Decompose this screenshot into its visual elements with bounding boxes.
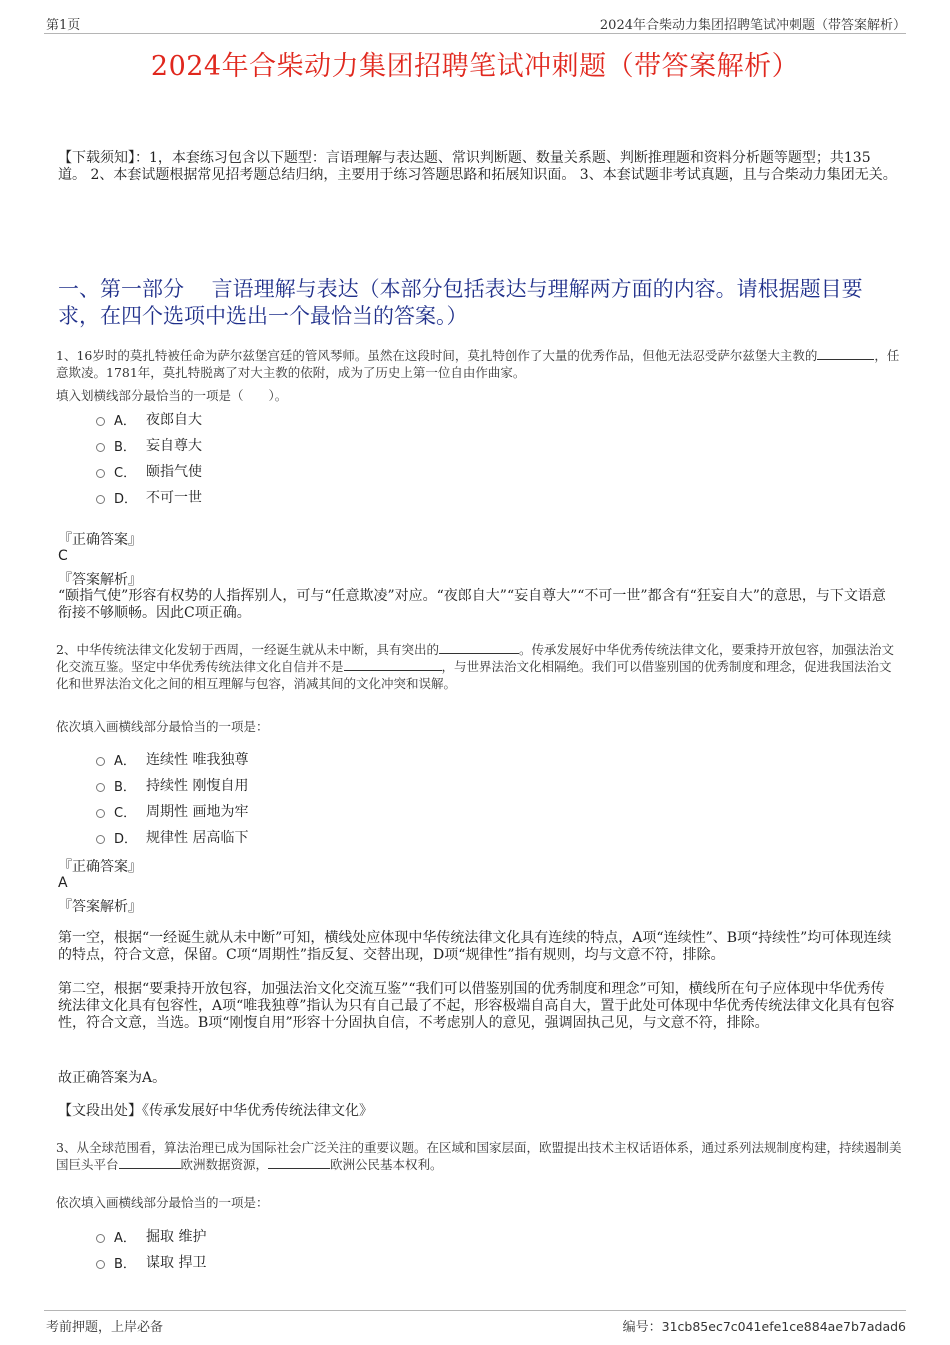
q2-stem-part2: 。传承发展好中华优秀传统法律文化，要秉持开放包容，加强法治文化交流互鉴。坚定中华优秀传统法律文化自信并不是 — [56, 642, 894, 674]
option-label: C． — [114, 465, 137, 481]
q1-option-a[interactable] — [96, 409, 202, 429]
q1-analysis-heading: 『答案解析』 — [58, 572, 142, 588]
radio-icon[interactable] — [96, 809, 105, 818]
option-text: 连续性 唯我独尊 — [146, 752, 249, 768]
option-label: B． — [114, 1256, 136, 1272]
q3-blank-1 — [119, 1156, 181, 1169]
option-text: 夜郎自大 — [146, 412, 202, 428]
page-title: 2024年合柴动力集团招聘笔试冲刺题（带答案解析） — [150, 51, 800, 82]
page-number: 第1页 — [46, 18, 81, 33]
q3-prompt: 依次填入画横线部分最恰当的一项是： — [56, 1195, 269, 1210]
q2-source: 【文段出处】《传承发展好中华优秀传统法律文化》 — [58, 1103, 373, 1119]
q2-answer-heading: 『正确答案』 — [58, 859, 142, 875]
q3-stem-part2: 欧洲数据资源， — [180, 1157, 269, 1172]
q2-option-d[interactable] — [96, 827, 248, 847]
radio-icon[interactable] — [96, 469, 105, 478]
q2-prompt: 依次填入画横线部分最恰当的一项是： — [56, 719, 269, 734]
option-label: C． — [114, 805, 137, 821]
option-text: 妄自尊大 — [146, 438, 202, 454]
q2-analysis-2: 第二空，根据“要秉持开放包容，加强法治文化交流互鉴”“我们可以借鉴别国的优秀制度和理念”可知，横线所在句子应体现中华优秀传统法律文化具有包容性，A项“唯我独尊”指认为只有自己最了不起，形容极端自高自大，置于此处可体现中华优秀传统法律文化具有包容性，符合文意，当选。B项“刚愎自用”形容十分固执自信，不考虑别人的意见，强调固执己见，与文意不符，排除。 — [58, 981, 895, 1031]
option-label: A． — [114, 1230, 136, 1246]
radio-icon[interactable] — [96, 835, 105, 844]
option-text: 规律性 居高临下 — [146, 830, 249, 846]
q1-prompt: 填入划横线部分最恰当的一项是（ ）。 — [56, 388, 288, 403]
q3-stem — [56, 1139, 904, 1173]
q1-analysis: “颐指气使”形容有权势的人指挥别人，可与“任意欺凌”对应。“夜郎自大”“妄自尊大”“不可一世”都含有“狂妄自大”的意思，与下文语意衔接不够顺畅。因此C项正确。 — [58, 588, 886, 621]
option-label: A． — [114, 413, 136, 429]
footer-code-value: 31cb85ec7c041efe1ce884ae7b7adad6 — [661, 1319, 906, 1334]
q1-stem-part2: ，任意欺凌。1781年，莫扎特脱离了对大主教的依附，成为了历史上第一位自由作曲家。 — [56, 348, 900, 380]
option-label: B． — [114, 439, 136, 455]
q3-blank-2 — [268, 1156, 330, 1169]
q2-analysis-3: 故正确答案为A。 — [58, 1070, 167, 1086]
option-label: D． — [114, 491, 138, 507]
q1-option-d[interactable] — [96, 487, 202, 507]
q2-blank-1 — [439, 641, 519, 654]
q1-answer-heading: 『正确答案』 — [58, 532, 142, 548]
radio-icon[interactable] — [96, 1260, 105, 1269]
radio-icon[interactable] — [96, 495, 105, 504]
q1-blank — [817, 347, 874, 360]
q2-answer: A — [58, 875, 68, 891]
q2-blank-2 — [344, 658, 442, 671]
q3-stem-part1: 3、从全球范围看，算法治理已成为国际社会广泛关注的重要议题。在区域和国家层面，欧盟提出技术主权话语体系，通过系列法规制度构建，持续遏制美国巨头平台 — [56, 1140, 902, 1172]
option-label: D． — [114, 831, 138, 847]
footer-code — [623, 1316, 906, 1335]
header-divider — [44, 33, 906, 34]
q1-answer: C — [58, 548, 68, 564]
radio-icon[interactable] — [96, 783, 105, 792]
option-label: B． — [114, 779, 136, 795]
q1-option-c[interactable] — [96, 461, 202, 481]
q2-analysis-heading: 『答案解析』 — [58, 899, 142, 915]
q3-option-a[interactable] — [96, 1226, 206, 1246]
q2-option-a[interactable] — [96, 749, 248, 769]
q1-stem-part1: 1、16岁时的莫扎特被任命为萨尔兹堡宫廷的管风琴师。虽然在这段时间，莫扎特创作了大量的优秀作品，但他无法忍受萨尔兹堡大主教的 — [56, 348, 818, 363]
section-heading: 一、第一部分 言语理解与表达（本部分包括表达与理解两方面的内容。请根据题目要求，在四个选项中选出一个最恰当的答案。） — [58, 277, 863, 328]
radio-icon[interactable] — [96, 443, 105, 452]
footer-slogan: 考前押题，上岸必备 — [46, 1320, 164, 1335]
q2-analysis-1: 第一空，根据“一经诞生就从未中断”可知，横线处应体现中华传统法律文化具有连续的特点，A项“连续性”、B项“持续性”均可体现连续的特点，符合文意，保留。C项“周期性”指反复、交替出现，D项“规律性”指有规则，均与文意不符，排除。 — [58, 930, 892, 963]
footer-code-label: 编号： — [622, 1320, 662, 1335]
option-text: 颐指气使 — [146, 464, 202, 480]
download-notice: 【下载须知】：1，本套练习包含以下题型：言语理解与表达题、常识判断题、数量关系题、判断推理题和资料分析题等题型；共135道。 2、本套试题根据常见招考题总结归纳，主要用于练习答题思路和拓展知识面。 3、本套试题非考试真题，且与合柴动力集团无关。 — [58, 150, 897, 183]
q2-stem-part1: 2、中华传统法律文化发轫于西周，一经诞生就从未中断，具有突出的 — [56, 642, 439, 657]
q2-stem-part3: ，与世界法治文化相隔绝。我们可以借鉴别国的优秀制度和理念，促进我国法治文化和世界法治文化之间的相互理解与包容，消减其间的文化冲突和误解。 — [56, 659, 892, 691]
q2-option-c[interactable] — [96, 801, 248, 821]
q1-option-b[interactable] — [96, 435, 202, 455]
q2-option-b[interactable] — [96, 775, 248, 795]
q1-stem — [56, 347, 904, 381]
q3-stem-part3: 欧洲公民基本权利。 — [330, 1157, 443, 1172]
option-text: 周期性 画地为牢 — [146, 804, 249, 820]
q2-stem — [56, 641, 904, 692]
option-label: A． — [114, 753, 136, 769]
q3-option-b[interactable] — [96, 1252, 206, 1272]
radio-icon[interactable] — [96, 1234, 105, 1243]
radio-icon[interactable] — [96, 417, 105, 426]
option-text: 不可一世 — [146, 490, 202, 506]
option-text: 谋取 捍卫 — [146, 1255, 207, 1271]
radio-icon[interactable] — [96, 757, 105, 766]
option-text: 持续性 刚愎自用 — [146, 778, 249, 794]
header-doc-title: 2024年合柴动力集团招聘笔试冲刺题（带答案解析） — [599, 18, 906, 33]
option-text: 掘取 维护 — [146, 1229, 207, 1245]
footer-divider — [44, 1310, 906, 1311]
